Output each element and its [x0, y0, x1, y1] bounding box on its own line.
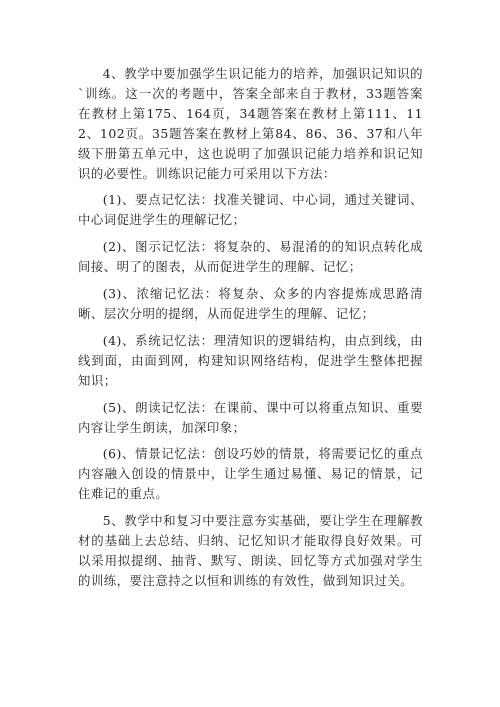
- document-body: [78, 64, 423, 598]
- paragraph-point-4: 4、教学中要加强学生识记能力的培养，加强识记知识的`训练。这一次的考题中，答案全部来自于教材，33题答案在教材上第175、164页，34题答案在教材上第111、112、102页。35题答案在教材上第84、86、36、37和八年级下册第五单元中，这也说明了加强识记能力培养和识记知识的必要性。训练识记能力可采用以下方法：: [78, 66, 423, 181]
- paragraph-method-2: (2)、图示记忆法：将复杂的、易混淆的的知识点转化成间接、明了的图表，从而促进学生的理解、记忆；: [78, 239, 423, 275]
- paragraph-method-3: (3)、浓缩记忆法：将复杂、众多的内容提炼成思路清晰、层次分明的提纲，从而促进学生的理解、记忆；: [78, 286, 423, 321]
- paragraph-point-5: 5、教学中和复习中要注意夯实基础，要让学生在理解教材的基础上去总结、归纳、记忆知识才能取得良好效果。可以采用拟提纲、抽背、默写、朗读、回忆等方式加强对学生的训练，要注意持之以恒和训练的有效性，做到知识过关。: [78, 513, 423, 588]
- paragraph-method-1: (1)、要点记忆法：找准关键词、中心词，通过关键词、中心词促进学生的理解记忆；: [78, 192, 423, 228]
- paragraph-method-4: (4)、系统记忆法：理清知识的逻辑结构，由点到线，由线到面，由面到网，构建知识网络结构，促进学生整体把握知识；: [78, 332, 423, 388]
- paragraph-method-5: (5)、朗读记忆法：在课前、课中可以将重点知识、重要内容让学生朗读，加深印象；: [78, 399, 423, 435]
- paragraph-method-6: (6)、情景记忆法：创设巧妙的情景，将需要记忆的重点内容融入创设的情景中，让学生通过易懂、易记的情景，记住难记的重点。: [78, 446, 423, 502]
